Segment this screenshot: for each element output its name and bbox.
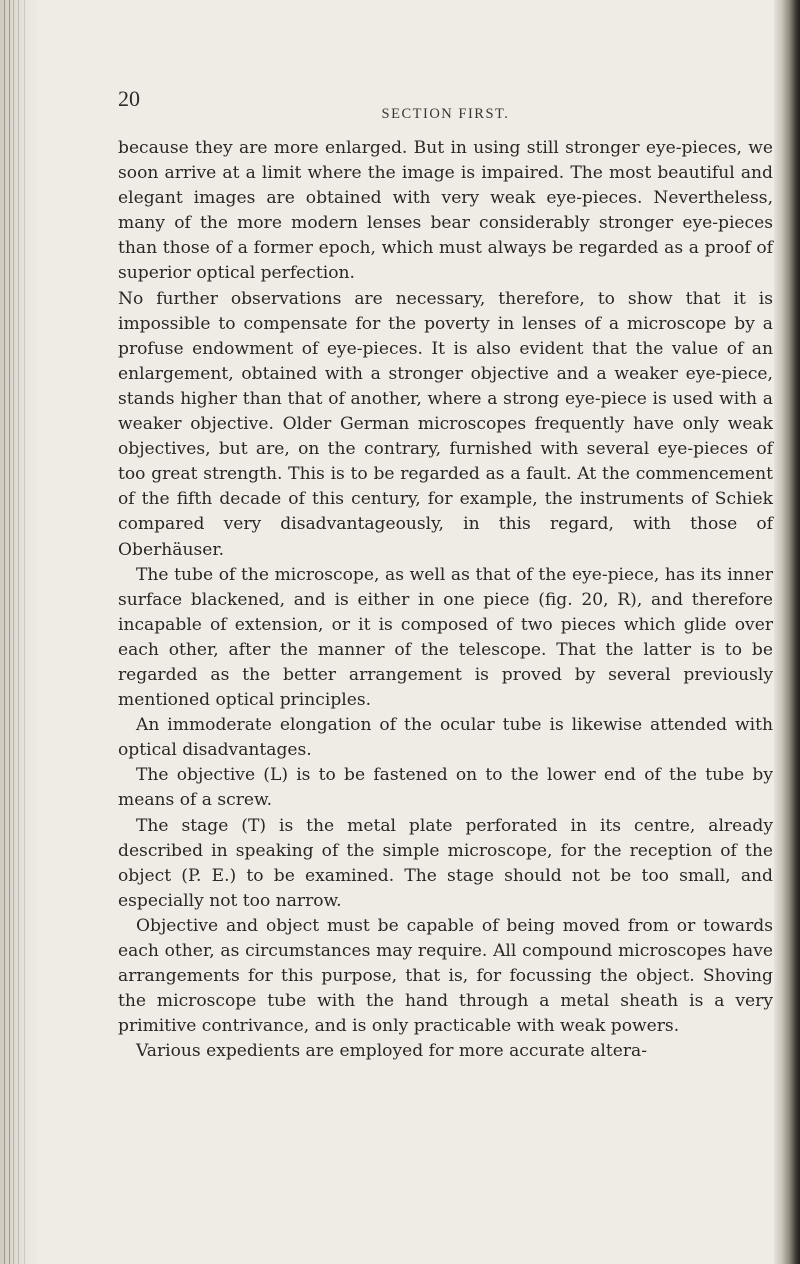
paragraph: The stage (T) is the metal plate perforated in its centre, already described in speaking of the simple microscope, for the reception of the object (P. E.) to be examined. The stage should not be too small, and especially not too narrow. (118, 815, 773, 911)
paragraph: Various expedients are employed for more accurate altera- (136, 1041, 647, 1062)
book-page (118, 86, 773, 1064)
page-edge (774, 0, 800, 1264)
page-number: 20 (118, 86, 140, 111)
paragraph: An immoderate elongation of the ocular tube is likewise attended with optical disadvantages. (118, 715, 773, 761)
paragraph: The objective (L) is to be fastened on to the lower end of the tube by means of a screw. (118, 765, 773, 811)
paragraph: Objective and object must be capable of being moved from or towards each other, as circumstances may require. All compound microscopes have arrangements for this purpose, that is, for focussing the object. Shoving the microscope tube with the hand through a metal sheath is a very primitive contrivance, and is only practicable with weak powers. (118, 915, 773, 1037)
running-head: SECTION FIRST. (381, 106, 510, 122)
page-header (118, 86, 773, 136)
paragraph: because they are more enlarged. But in using still stronger eye-pieces, we soon arrive at a limit where the image is impaired. The most beautiful and elegant images are obtained with very weak eye-pieces. Nevertheless, many of the more modern lenses bear considerably stronger eye-pieces than those of a former epoch, which must always be regarded as a proof of superior optical perfection. (118, 138, 773, 284)
binding-gutter (0, 0, 40, 1264)
paragraph: The tube of the microscope, as well as that of the eye-piece, has its inner surface blackened, and is either in one piece (fig. 20, R), and therefore incapable of extension, or it is composed of two pieces which glide over each other, after the manner of the telescope. That the latter is to be regarded as the better arrangement is proved by several previously mentioned optical principles. (118, 564, 773, 711)
paragraph: No further observations are necessary, therefore, to show that it is impossible to compensate for the poverty in lenses of a microscope by a profuse endowment of eye-pieces. It is also evident that the value of an enlargement, obtained with a stronger objective and a weaker eye-piece, stands higher than that of another, where a strong eye-piece is used with a weaker objective. Older German microscopes frequently have only weak objectives, but are, on the contrary, furnished with several eye-pieces of too great strength. This is to be regarded as a fault. At the commencement of the fifth decade of this century, for example, the instruments of Schiek compared very disadvantageously, in this regard, with those of Oberhäuser. (118, 288, 773, 560)
body-text (118, 136, 773, 1064)
